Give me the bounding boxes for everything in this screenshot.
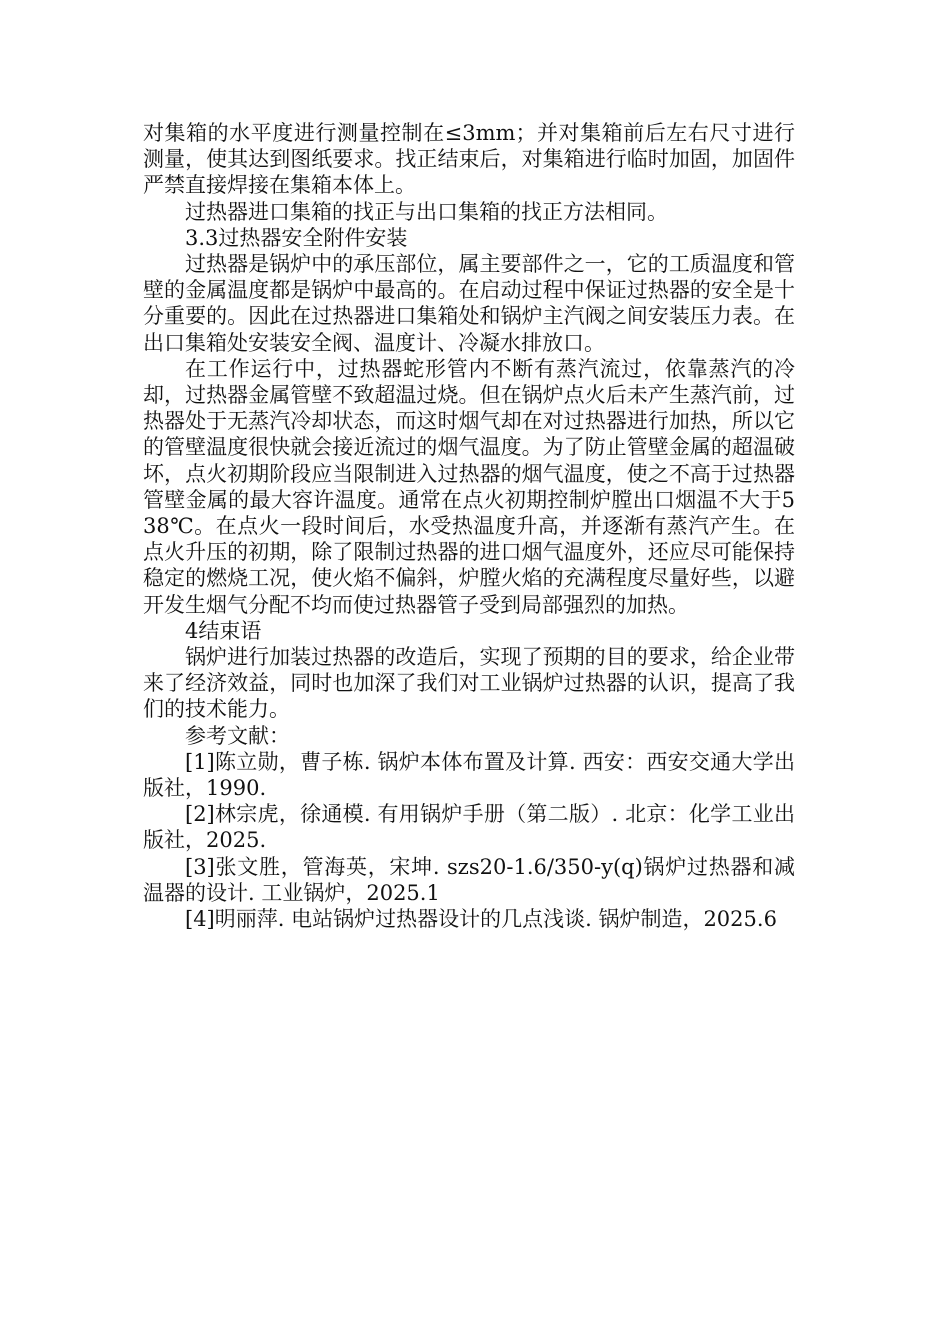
document-body (143, 120, 795, 932)
paragraph-inlet-header: 过热器进口集箱的找正与出口集箱的找正方法相同。 (185, 199, 668, 224)
paragraph-header-alignment: 对集箱的水平度进行测量控制在≤3mm；并对集箱前后左右尺寸进行测量，使其达到图纸要求。找正结束后，对集箱进行临时加固，加固件严禁直接焊接在集箱本体上。 (143, 121, 795, 198)
paragraph-safety-accessories: 过热器是锅炉中的承压部位，属主要部件之一，它的工质温度和管壁的金属温度都是锅炉中最高的。在启动过程中保证过热器的安全是十分重要的。因此在过热器进口集箱处和锅炉主汽阀之间安装压力表。在出口集箱处安装安全阀、温度计、冷凝水排放口。 (143, 252, 795, 355)
reference-item-4: [4]明丽萍. 电站锅炉过热器设计的几点浅谈. 锅炉制造，2025.6 (185, 907, 777, 932)
section-heading-3-3: 3.3过热器安全附件安装 (185, 225, 408, 250)
section-heading-conclusion: 4结束语 (185, 618, 262, 643)
reference-item-1: [1]陈立勋，曹子栋. 锅炉本体布置及计算. 西安：西安交通大学出版社，1990. (143, 749, 795, 801)
reference-item-3: [3]张文胜，管海英，宋坤. szs20-1.6/350-y(q)锅炉过热器和减温器的设计. 工业锅炉，2025.1 (143, 854, 795, 905)
references-heading: 参考文献： (185, 723, 290, 748)
paragraph-conclusion: 锅炉进行加装过热器的改造后，实现了预期的目的要求，给企业带来了经济效益，同时也加深了我们对工业锅炉过热器的认识，提高了我们的技术能力。 (143, 645, 795, 722)
paragraph-operation: 在工作运行中，过热器蛇形管内不断有蒸汽流过，依靠蒸汽的冷却，过热器金属管壁不致超温过烧。但在锅炉点火后未产生蒸汽前，过热器处于无蒸汽冷却状态，而这时烟气却在对过热器进行加热，所以它的管壁温度很快就会接近流过的烟气温度。为了防止管壁金属的超温破坏，点火初期阶段应当限制进入过热器的烟气温度，使之不高于过热器管壁金属的最大容许温度。通常在点火初期控制炉膛出口烟温不大于538℃。在点火一段时间后，水受热温度升高，并逐渐有蒸汽产生。在点火升压的初期，除了限制过热器的进口烟气温度外，还应尽可能保持稳定的燃烧工况，使火焰不偏斜，炉膛火焰的充满程度尽量好些，以避开发生烟气分配不均而使过热器管子受到局部强烈的加热。 (143, 356, 795, 617)
reference-item-2: [2]林宗虎，徐通模. 有用锅炉手册（第二版）. 北京：化学工业出版社，2025. (143, 802, 795, 853)
